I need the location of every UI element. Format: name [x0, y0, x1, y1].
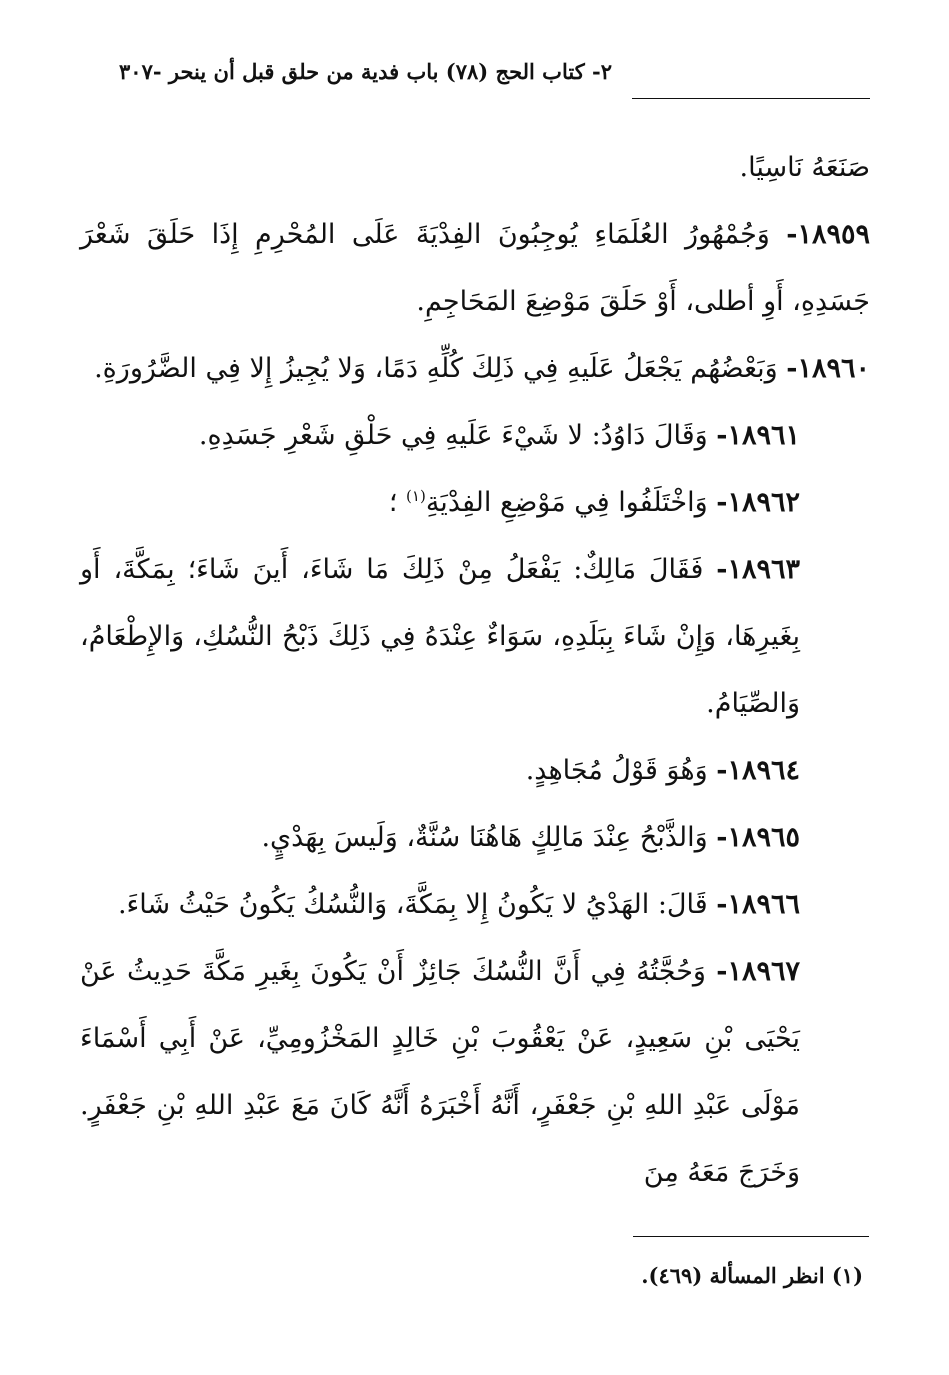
footnote: (١) انظر المسألة (٤٦٩).	[641, 1263, 863, 1288]
paragraph	[80, 134, 870, 201]
footnote-rule	[633, 1236, 869, 1237]
paragraph	[80, 938, 870, 1206]
paragraph-text: وَحُجَّتُهُ فِي أَنَّ النُّسُكَ جَائِزٌ أَنْ يَكُونَ بِغَيرِ مَكَّةَ حَدِيثُ عَنْ يَحْيَى بْنِ سَعِيدٍ، عَنْ يَعْقُوبَ بْنِ خَالِدٍ المَخْزُومِيِّ، عَنْ أَبِي أَسْمَاءَ مَوْلَى عَبْدِ اللهِ بْنِ جَعْفَرٍ، أَنَّهُ أَخْبَرَهُ أَنَّهُ كَانَ مَعَ عَبْدِ اللهِ بْنِ جَعْفَرٍ. وَخَرَجَ مَعَهُ مِنَ	[80, 956, 800, 1188]
paragraph-text: وَهُوَ قَوْلُ مُجَاهِدٍ.	[525, 755, 708, 786]
paragraph-number: ١٨٩٦٧-	[716, 956, 800, 987]
running-header	[100, 52, 870, 102]
paragraph	[80, 536, 870, 737]
body-text	[80, 134, 870, 1206]
running-title: ٢- كتاب الحج (٧٨) باب فدية من حلق قبل أن ينحر -٣٠٧	[119, 59, 612, 84]
paragraph-number: ١٨٩٦٦-	[716, 889, 800, 920]
paragraph	[80, 737, 870, 804]
paragraph-number: ١٨٩٦٠-	[786, 353, 870, 384]
paragraph-punctuation: ؛	[388, 487, 398, 518]
paragraph	[80, 469, 870, 536]
paragraph-number: ١٨٩٦١-	[716, 420, 800, 451]
paragraph-text: وَقَالَ دَاوُدُ: لا شَيْءَ عَلَيهِ فِي حَلْقِ شَعْرِ جَسَدِهِ.	[198, 420, 708, 451]
paragraph-text: وَجُمْهُورُ العُلَمَاءِ يُوجِبُونَ الفِدْيَةَ عَلَى المُحْرِمِ إِذَا حَلَقَ شَعْرَ جَسَدِهِ، أَوِ أطلى، أَوْ حَلَقَ مَوْضِعَ المَحَاجِمِ.	[80, 219, 870, 317]
paragraph-number: ١٨٩٦٤-	[716, 755, 800, 786]
header-rule	[632, 98, 870, 99]
paragraph	[80, 335, 870, 402]
paragraph-text: صَنَعَهُ نَاسِيًا.	[739, 152, 870, 183]
paragraph-text: فَقَالَ مَالِكٌ: يَفْعَلُ مِنْ ذَلِكَ مَا شَاءَ، أَينَ شَاءَ؛ بِمَكَّةَ، أَو بِغَيرِهَا، وَإِنْ شَاءَ بِبَلَدِهِ، سَوَاءٌ عِنْدَهُ فِي ذَلِكَ ذَبْحُ النُّسُكِ، وَالإِطْعَامُ، وَالصِّيَامُ.	[80, 554, 800, 719]
paragraph	[80, 402, 870, 469]
paragraph-number: ١٨٩٦٢-	[716, 487, 800, 518]
paragraph-number: ١٨٩٥٩-	[786, 219, 870, 250]
paragraph-text: قَالَ: الهَدْيُ لا يَكُونُ إِلا بِمَكَّةَ، وَالنُّسُكُ يَكُونُ حَيْثُ شَاءَ.	[117, 889, 708, 920]
paragraph-text: وَبَعْضُهُم يَجْعَلُ عَلَيهِ فِي ذَلِكَ كُلِّهِ دَمًا، وَلا يُجِيزُ إِلا فِي الضَّرُورَةِ.	[94, 353, 778, 384]
paragraph	[80, 804, 870, 871]
paragraph	[80, 871, 870, 938]
paragraph-text: وَالذَّبْحُ عِنْدَ مَالِكٍ هَاهُنَا سُنَّةٌ، وَلَيسَ بِهَدْيٍ.	[261, 822, 708, 853]
paragraph-text: وَاخْتَلَفُوا فِي مَوْضِعِ الفِدْيَةِ	[425, 487, 708, 518]
paragraph-number: ١٨٩٦٥-	[716, 822, 800, 853]
paragraph	[80, 201, 870, 335]
footnote-reference[interactable]: (١)	[406, 487, 426, 505]
paragraph-number: ١٨٩٦٣-	[716, 554, 801, 585]
